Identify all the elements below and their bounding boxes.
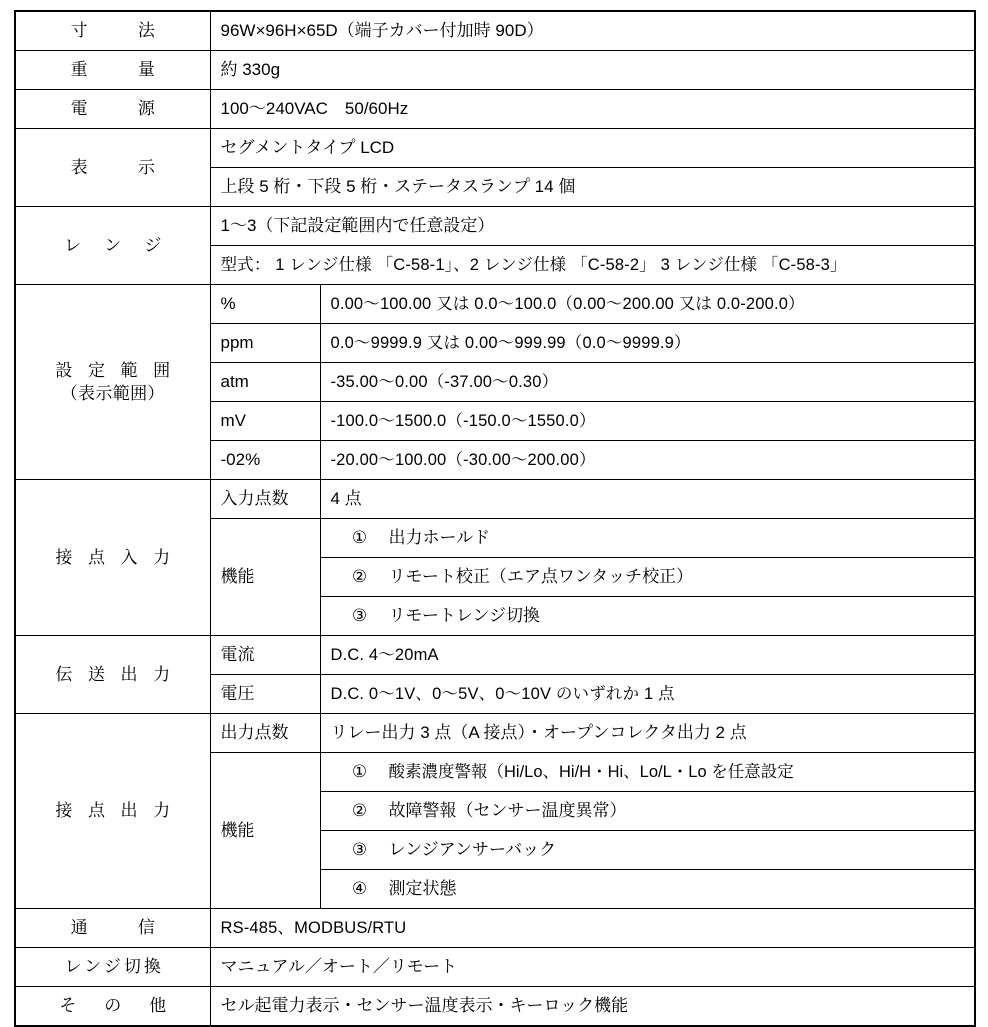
table-row (15, 90, 975, 129)
list-text: 酸素濃度警報（Hi/Lo、Hi/H・Hi、Lo/L・Lo を任意設定 (388, 763, 794, 782)
unit-value-ppm: 0.0〜9999.9 又は 0.00〜999.99（0.0〜9999.9） (320, 324, 975, 363)
contact-output-function-4 (320, 870, 975, 909)
row-value-range-2: 型式： 1 レンジ仕様 「C-58-1」、2 レンジ仕様 「C-58-2」 3 レンジ仕様 「C-58-3」 (210, 246, 975, 285)
contact-input-function-1 (320, 519, 975, 558)
table-row (15, 909, 975, 948)
contact-input-function-2 (320, 558, 975, 597)
contact-input-points-value: 4 点 (320, 480, 975, 519)
table-row (15, 714, 975, 753)
table-row (15, 636, 975, 675)
list-number: ④ (351, 879, 368, 899)
unit-value-mv: -100.0〜1500.0（-150.0〜1550.0） (320, 402, 975, 441)
list-text: リモート校正（エア点ワンタッチ校正） (388, 567, 694, 587)
unit-label-o2-percent: -02% (210, 441, 320, 480)
list-text: レンジアンサーバック (388, 840, 557, 860)
unit-value-percent: 0.00〜100.00 又は 0.0〜100.0（0.00〜200.00 又は 0.0-200.0） (320, 285, 975, 324)
list-number: ③ (351, 840, 368, 860)
table-row (15, 207, 975, 246)
list-text: リモートレンジ切換 (388, 606, 540, 626)
contact-output-function-1 (320, 753, 975, 792)
contact-output-function-3 (320, 831, 975, 870)
table-row (15, 948, 975, 987)
transmission-voltage-label: 電圧 (210, 675, 320, 714)
transmission-current-value: D.C. 4〜20mA (320, 636, 975, 675)
table-row (15, 285, 975, 324)
row-value-other: セル起電力表示・センサー温度表示・キーロック機能 (210, 987, 975, 1027)
specification-table (14, 10, 976, 1027)
row-value-communication: RS-485、MODBUS/RTU (210, 909, 975, 948)
table-row (15, 480, 975, 519)
row-label-contact-output: 接 点 出 力 (15, 714, 210, 909)
table-row (15, 987, 975, 1027)
row-label-contact-input: 接 点 入 力 (15, 480, 210, 636)
row-label-weight: 重 量 (15, 51, 210, 90)
list-number: ③ (351, 606, 368, 626)
table-row (15, 51, 975, 90)
transmission-voltage-value: D.C. 0〜1V、0〜5V、0〜10V のいずれか 1 点 (320, 675, 975, 714)
row-label-communication: 通 信 (15, 909, 210, 948)
contact-input-function-label: 機能 (210, 519, 320, 636)
unit-value-atm: -35.00〜0.00（-37.00〜0.30） (320, 363, 975, 402)
unit-label-ppm: ppm (210, 324, 320, 363)
list-text: 故障警報（センサー温度異常） (388, 801, 627, 821)
list-text: 出力ホールド (388, 528, 491, 548)
contact-output-points-label: 出力点数 (210, 714, 320, 753)
row-label-other: そ の 他 (15, 987, 210, 1027)
row-label-range-switching: レンジ切換 (15, 948, 210, 987)
row-value-range-switching: マニュアル／オート／リモート (210, 948, 975, 987)
unit-label-atm: atm (210, 363, 320, 402)
contact-input-points-label: 入力点数 (210, 480, 320, 519)
table-row (15, 129, 975, 168)
transmission-current-label: 電流 (210, 636, 320, 675)
row-label-range: レ ン ジ (15, 207, 210, 285)
row-label-transmission-output: 伝 送 出 力 (15, 636, 210, 714)
row-value-display-1: セグメントタイプ LCD (210, 129, 975, 168)
contact-input-function-3 (320, 597, 975, 636)
row-label-display: 表 示 (15, 129, 210, 207)
row-label-dimensions: 寸 法 (15, 11, 210, 51)
table-row (15, 11, 975, 51)
row-value-display-2: 上段 5 桁・下段 5 桁・ステータスランプ 14 個 (210, 168, 975, 207)
row-value-dimensions: 96W×96H×65D（端子カバー付加時 90D） (210, 11, 975, 51)
list-number: ② (351, 801, 368, 821)
unit-label-mv: mV (210, 402, 320, 441)
row-label-setting-range (15, 285, 210, 480)
contact-output-points-value: リレー出力 3 点（A 接点）・オープンコレクタ出力 2 点 (320, 714, 975, 753)
unit-value-o2-percent: -20.00〜100.00（-30.00〜200.00） (320, 441, 975, 480)
list-number: ② (351, 567, 368, 587)
row-label-power: 電 源 (15, 90, 210, 129)
setting-range-label-line1: 設 定 範 囲 (55, 360, 176, 380)
contact-output-function-label: 機能 (210, 753, 320, 909)
row-value-power: 100〜240VAC 50/60Hz (210, 90, 975, 129)
unit-label-percent: % (210, 285, 320, 324)
row-value-weight: 約 330g (210, 51, 975, 90)
list-number: ① (351, 528, 368, 548)
setting-range-label-line2: （表示範囲） (60, 384, 165, 403)
contact-output-function-2 (320, 792, 975, 831)
list-number: ① (351, 762, 368, 782)
row-value-range-1: 1〜3（下記設定範囲内で任意設定） (210, 207, 975, 246)
list-text: 測定状態 (388, 879, 457, 899)
